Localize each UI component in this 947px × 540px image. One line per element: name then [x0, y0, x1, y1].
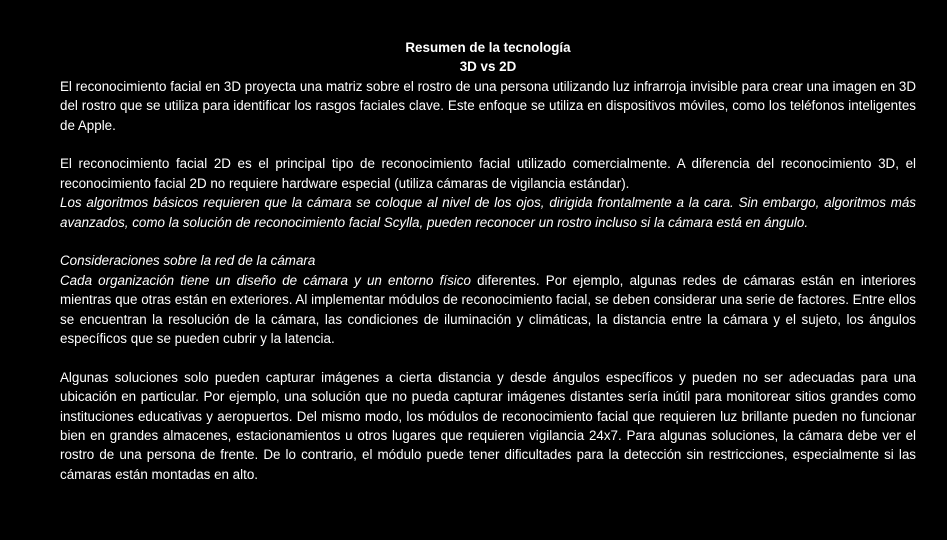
paragraph-2d: El reconocimiento facial 2D es el principal tipo de reconocimiento facial utilizado comercialmente. A diferencia del reconocimiento 3D, el reconocimiento facial 2D no requiere hardware especial (utiliza cámaras de vigilancia estándar). — [60, 156, 916, 191]
paragraph-spacer — [60, 348, 916, 367]
paragraph-network-rest: diferentes. Por ejemplo, algunas redes de cámaras están en interiores mientras que otras están en exteriores. Al implementar módulos de reconocimiento facial, se deben considerar una serie de factores. Entre ellos se encuentran la resolución de la cámara, las condiciones de iluminación y climáticas, la distancia entre la cámara y el sujeto, los ángulos específicos que se pueden cubrir y la latencia. — [60, 272, 916, 347]
paragraph-network — [60, 271, 916, 349]
document-title: Resumen de la tecnología — [405, 40, 571, 55]
paragraph-spacer — [60, 135, 916, 154]
paragraph-2d-italic: Los algoritmos básicos requieren que la cámara se coloque al nivel de los ojos, dirigida frontalmente a la cara. Sin embargo, algoritmos más avanzados, como la solución de reconocimiento facial Scylla, pueden reconocer un rostro incluso si la cámara está en ángulo. — [60, 195, 916, 230]
paragraph-solutions: Algunas soluciones solo pueden capturar imágenes a cierta distancia y desde ángulos específicos y pueden no ser adecuadas para una ubicación en particular. Por ejemplo, una solución que no pueda capturar imágenes distantes sería inútil para monitorear sitios grandes como instituciones educativas y aeropuertos. Del mismo modo, los módulos de reconocimiento facial que requieren luz brillante pueden no funcionar bien en grandes almacenes, estacionamientos u otros lugares que requieren vigilancia 24x7. Para algunas soluciones, la cámara debe ver el rostro de una persona de frente. De lo contrario, el módulo puede tener dificultades para la detección sin restricciones, especialmente si las cámaras están montadas en alto. — [60, 369, 916, 482]
document-subtitle: 3D vs 2D — [459, 59, 517, 75]
section-heading: Consideraciones sobre la red de la cámara — [60, 253, 316, 269]
paragraph-3d: El reconocimiento facial en 3D proyecta una matriz sobre el rostro de una persona utilizando luz infrarroja invisible para crear una imagen en 3D del rostro que se utiliza para identificar los rasgos faciales clave. Este enfoque se utiliza en dispositivos móviles, como los teléfonos inteligentes de Apple. — [60, 78, 916, 133]
document-body — [60, 38, 916, 484]
paragraph-network-italic: Cada organización tiene un diseño de cámara y un entorno físico — [60, 272, 471, 288]
paragraph-spacer — [60, 232, 916, 251]
